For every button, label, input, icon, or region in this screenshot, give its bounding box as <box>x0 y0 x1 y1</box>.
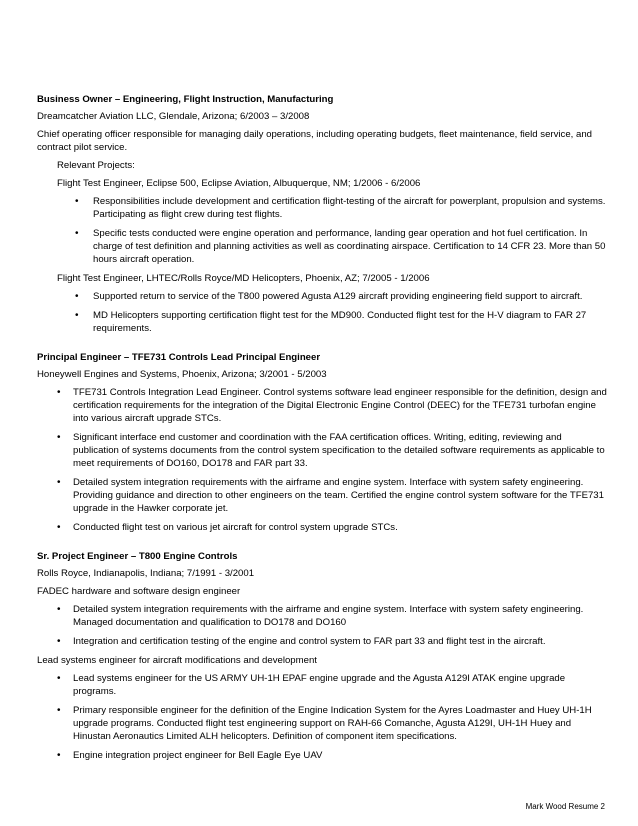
bullet-icon: • <box>57 604 61 615</box>
bullet-text: Detailed system integration requirements with the airframe and engine system. Interface with system safety engineering. Providing guidance and direction to other engineers on the team. Certified the engine control system software for the TFE731 upgrade in the Hawker corporate jet. <box>73 477 604 514</box>
role-subheading: FADEC hardware and software design engineer <box>37 586 241 597</box>
bullet-icon: • <box>75 291 79 302</box>
bullet-list <box>37 290 607 335</box>
list-item <box>37 309 607 335</box>
bullet-text: Specific tests conducted were engine operation and performance, landing gear operation and hot fuel certification. In charge of test definition and planning activities as well as coordinating airspace. Certification to 14 CFR 23. More than 50 hours aircraft operation. <box>93 228 606 265</box>
bullet-list <box>37 603 607 648</box>
bullet-icon: • <box>57 432 61 443</box>
section-business-owner <box>37 93 607 335</box>
bullet-text: TFE731 Controls Integration Lead Engineer. Control systems software lead engineer responsible for the definition, design and certification requirements for the integration of the Digital Electronic Engine Control (DEEC) for the TFE731 turbofan engine into various aircraft upgrade STCs. <box>73 387 607 424</box>
company-line: Honeywell Engines and Systems, Phoenix, Arizona; 3/2001 - 5/2003 <box>37 369 327 380</box>
project-heading: Flight Test Engineer, Eclipse 500, Eclipse Aviation, Albuquerque, NM; 1/2006 - 6/2006 <box>57 178 421 189</box>
bullet-icon: • <box>57 522 61 533</box>
bullet-icon: • <box>57 477 61 488</box>
job-summary: Chief operating officer responsible for managing daily operations, including operating budgets, fleet maintenance, field service, and contract pilot service. <box>37 129 593 153</box>
bullet-text: Detailed system integration requirements with the airframe and engine system. Interface with system safety engineering. Managed documentation and qualification to DO178 and DO160 <box>73 604 584 628</box>
list-item <box>37 635 607 648</box>
section-rolls-royce <box>37 550 607 762</box>
bullet-text: Conducted flight test on various jet aircraft for control system upgrade STCs. <box>73 522 398 533</box>
section-gap <box>37 341 607 351</box>
bullet-text: Lead systems engineer for the US ARMY UH-1H EPAF engine upgrade and the Agusta A129I ATAK engine upgrade programs. <box>73 673 566 697</box>
company-line: Rolls Royce, Indianapolis, Indiana; 7/1991 - 3/2001 <box>37 568 255 579</box>
resume-page <box>37 93 607 768</box>
bullet-icon: • <box>57 387 61 398</box>
list-item <box>37 195 607 221</box>
bullet-icon: • <box>75 310 79 321</box>
bullet-icon: • <box>57 673 61 684</box>
bullet-icon: • <box>57 750 61 761</box>
bullet-text: Engine integration project engineer for Bell Eagle Eye UAV <box>73 750 323 761</box>
list-item <box>37 386 607 425</box>
bullet-list <box>37 672 607 762</box>
section-gap <box>37 540 607 550</box>
list-item <box>37 227 607 266</box>
list-item <box>37 603 607 629</box>
job-title: Principal Engineer – TFE731 Controls Lead Principal Engineer <box>37 352 321 363</box>
list-item <box>37 521 607 534</box>
bullet-icon: • <box>75 228 79 239</box>
bullet-text: Responsibilities include development and certification flight-testing of the aircraft for powerplant, propulsion and systems. Participating as flight crew during test flights. <box>93 196 606 220</box>
section-honeywell <box>37 351 607 534</box>
bullet-list <box>37 386 607 534</box>
bullet-text: Significant interface end customer and coordination with the FAA certification offices. Writing, editing, reviewing and publication of systems documents from the control system specification to the detailed software requirements as applicable to meet requirements of DO160, DO178 and FAR part 33. <box>73 432 605 469</box>
bullet-text: Supported return to service of the T800 powered Agusta A129 aircraft providing engineering field support to aircraft. <box>93 291 583 302</box>
list-item <box>37 290 607 303</box>
list-item <box>37 431 607 470</box>
list-item <box>37 749 607 762</box>
bullet-text: Primary responsible engineer for the definition of the Engine Indication System for the Ayres Loadmaster and Huey UH-1H upgrade programs. Conducted flight test engineering support on RAH-66 Comanche, Agusta A129I, UH-1H Huey and Hinustan Aeronautics Limited ALH helicopters. Definition of component item specifications. <box>73 705 592 742</box>
company-line: Dreamcatcher Aviation LLC, Glendale, Arizona; 6/2003 – 3/2008 <box>37 111 310 122</box>
bullet-text: MD Helicopters supporting certification flight test for the MD900. Conducted flight test for the H-V diagram to FAR 27 requirements. <box>93 310 587 334</box>
list-item <box>37 672 607 698</box>
bullet-list <box>37 195 607 266</box>
list-item <box>37 704 607 743</box>
bullet-text: Integration and certification testing of the engine and control system to FAR part 33 and flight test in the aircraft. <box>73 636 546 647</box>
bullet-icon: • <box>57 636 61 647</box>
job-title: Sr. Project Engineer – T800 Engine Controls <box>37 551 238 562</box>
bullet-icon: • <box>57 705 61 716</box>
job-title: Business Owner – Engineering, Flight Instruction, Manufacturing <box>37 94 334 105</box>
project-heading: Flight Test Engineer, LHTEC/Rolls Royce/MD Helicopters, Phoenix, AZ; 7/2005 - 1/2006 <box>57 273 430 284</box>
relevant-projects-label: Relevant Projects: <box>57 160 135 171</box>
page-footer: Mark Wood Resume 2 <box>525 802 605 811</box>
bullet-icon: • <box>75 196 79 207</box>
role-subheading: Lead systems engineer for aircraft modifications and development <box>37 655 317 666</box>
list-item <box>37 476 607 515</box>
